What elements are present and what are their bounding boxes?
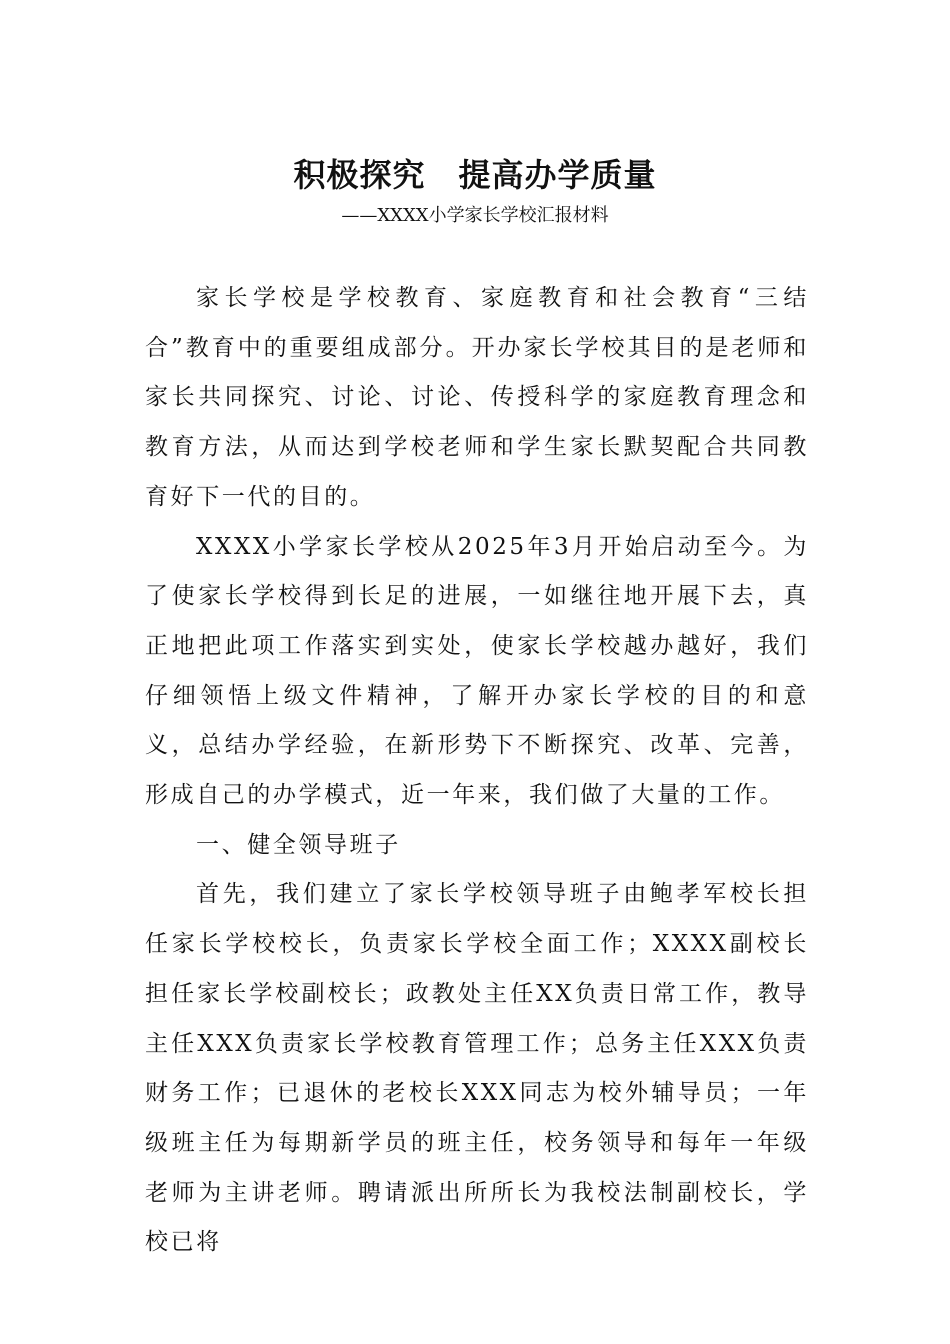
section-heading: 一、健全领导班子 (196, 831, 401, 858)
document-subtitle: ——XXXX小学家长学校汇报材料 (341, 205, 609, 226)
paragraph-background: XXXX小学家长学校从2025年3月开始启动至今。为了使家长学校得到长足的进展，一如继往地开展下去，真正地把此项工作落实到实处，使家长学校越办越好，我们仔细领悟上级文件精神，了解开办家长学校的目的和意义，总结办学经验，在新形势下不断探究、改革、完善，形成自己的办学模式，近一年来，我们做了大量的工作。 (145, 533, 809, 809)
document-title: 积极探究 提高办学质量 (293, 156, 657, 194)
document-body (145, 274, 809, 1268)
paragraph-intro: 家长学校是学校教育、家庭教育和社会教育“三结合”教育中的重要组成部分。开办家长学校其目的是老师和家长共同探究、讨论、讨论、传授科学的家庭教育理念和教育方法，从而达到学校老师和学生家长默契配合共同教育好下一代的目的。 (145, 285, 809, 510)
paragraph-leadership: 首先，我们建立了家长学校领导班子由鲍孝军校长担任家长学校校长，负责家长学校全面工作；XXXX副校长担任家长学校副校长；政教处主任XX负责日常工作，教导主任XXX负责家长学校教育管理工作；总务主任XXX负责财务工作；已退休的老校长XXX同志为校外辅导员；一年级班主任为每期新学员的班主任，校务领导和每年一年级老师为主讲老师。聘请派出所所长为我校法制副校长，学校已将 (145, 881, 809, 1256)
